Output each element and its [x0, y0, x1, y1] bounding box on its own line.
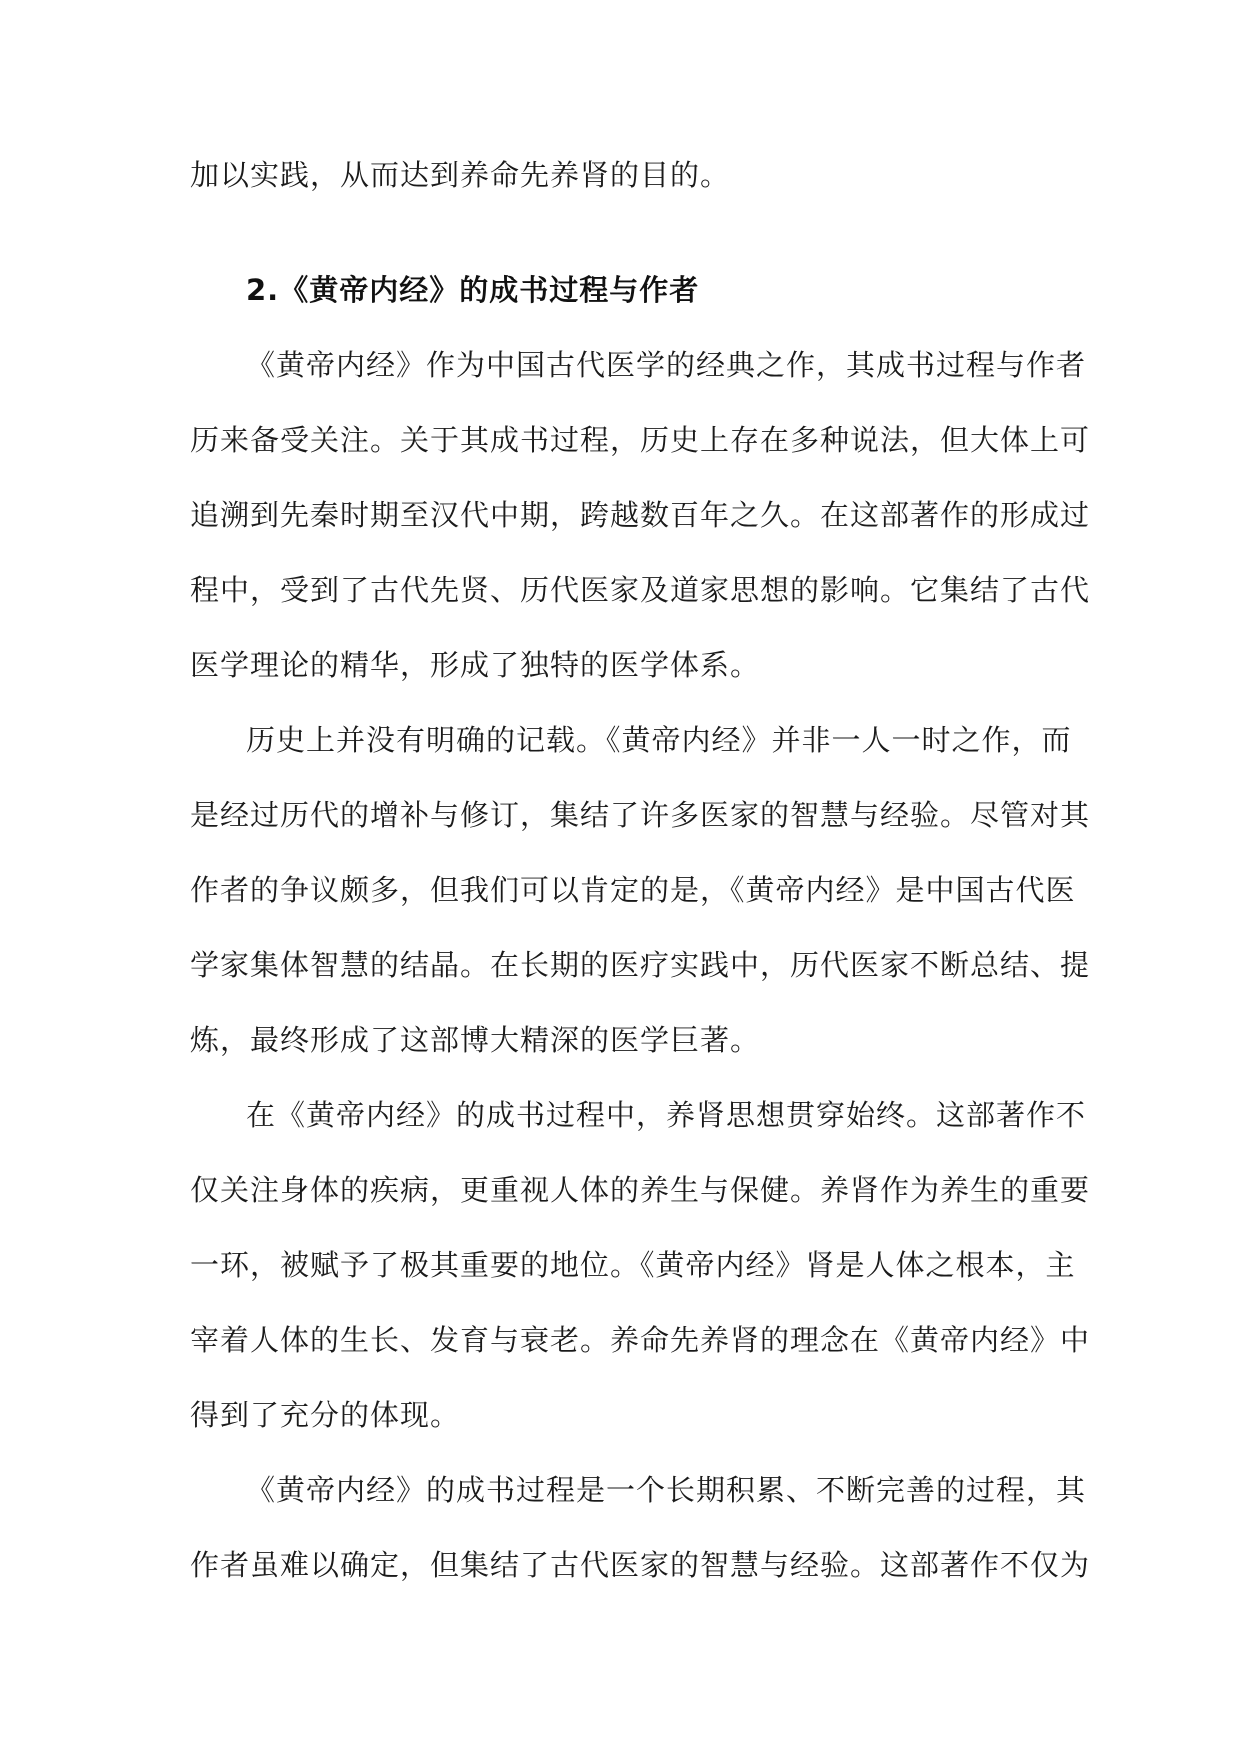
paragraph-4: [190, 1453, 1091, 1603]
section-heading: 2.《黄帝内经》的成书过程与作者: [246, 273, 700, 307]
paragraph-line: 仅关注身体的疾病，更重视人体的养生与保健。养肾作为养生的重要: [190, 1173, 1091, 1207]
paragraph-line: 追溯到先秦时期至汉代中期，跨越数百年之久。在这部著作的形成过: [190, 498, 1091, 532]
paragraph-line: 得到了充分的体现。: [190, 1398, 461, 1432]
paragraph-1: [190, 328, 1091, 703]
paragraph-line: 历来备受关注。关于其成书过程，历史上存在多种说法，但大体上可: [190, 423, 1091, 457]
document-body: [190, 138, 1091, 1603]
paragraph-line: 作者虽难以确定，但集结了古代医家的智慧与经验。这部著作不仅为: [190, 1548, 1091, 1582]
paragraph-line: 炼，最终形成了这部博大精深的医学巨著。: [190, 1023, 761, 1057]
paragraph-line: 历史上并没有明确的记载。《黄帝内经》并非一人一时之作，而: [246, 723, 1072, 757]
paragraph-line: 一环，被赋予了极其重要的地位。《黄帝内经》肾是人体之根本，主: [190, 1248, 1076, 1282]
paragraph-2: [190, 703, 1091, 1078]
paragraph-line: 医学理论的精华，形成了独特的医学体系。: [190, 648, 761, 682]
intro-line: 加以实践，从而达到养命先养肾的目的。: [190, 158, 731, 192]
paragraph-line: 作者的争议颇多，但我们可以肯定的是，《黄帝内经》是中国古代医: [190, 873, 1076, 907]
paragraph-line: 宰着人体的生长、发育与衰老。养命先养肾的理念在《黄帝内经》中: [190, 1323, 1091, 1357]
paragraph-3: [190, 1078, 1091, 1453]
paragraph-line: 《黄帝内经》作为中国古代医学的经典之作，其成书过程与作者: [246, 348, 1087, 382]
paragraph-line: 《黄帝内经》的成书过程是一个长期积累、不断完善的过程，其: [246, 1473, 1087, 1507]
paragraph-line: 在《黄帝内经》的成书过程中，养肾思想贯穿始终。这部著作不: [246, 1098, 1087, 1132]
paragraph-line: 是经过历代的增补与修订，集结了许多医家的智慧与经验。尽管对其: [190, 798, 1091, 832]
paragraph-line: 学家集体智慧的结晶。在长期的医疗实践中，历代医家不断总结、提: [190, 948, 1091, 982]
paragraph-line: 程中，受到了古代先贤、历代医家及道家思想的影响。它集结了古代: [190, 573, 1091, 607]
